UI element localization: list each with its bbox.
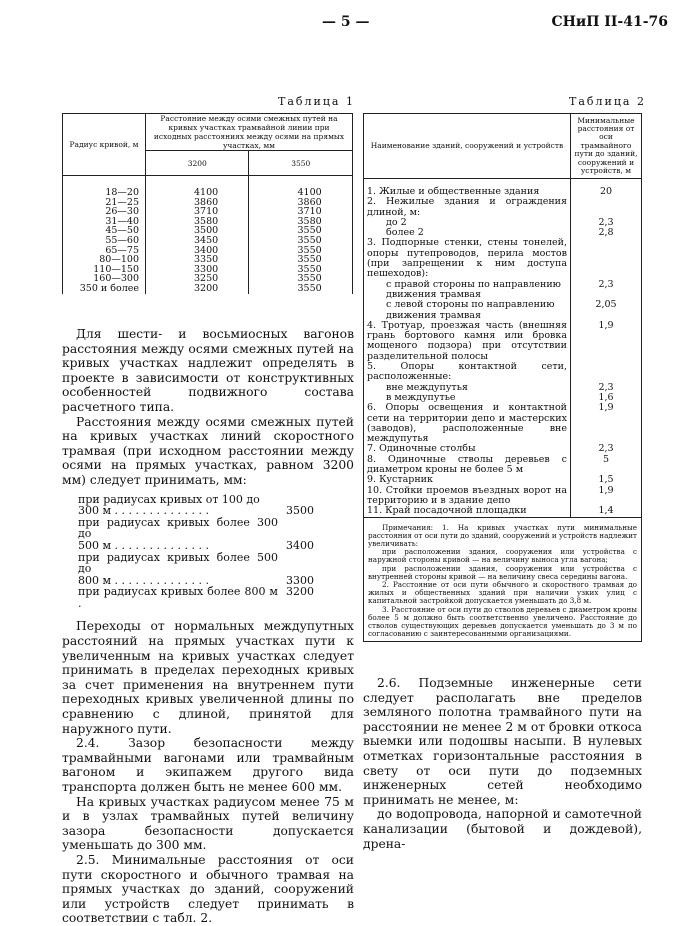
table2-value-cell (571, 362, 642, 383)
table2-name-header: Наименование зданий, сооружений и устройств (364, 114, 571, 179)
table2-name-cell: с левой стороны по направлению движения трамвая (364, 300, 571, 321)
table2-value-cell: 1,9 (571, 403, 642, 444)
radius-list-label: при радиусах кривых более 800 м . (78, 585, 278, 610)
table1-radius-cell: 55—60 (63, 236, 146, 246)
paragraph-transitions: Переходы от нормальных междупутных расстояний на прямых участках пути к увеличенным на кривых участках следует принимать в пределах переходных кривых за счет применения на внутреннем пути переходных кривых увеличенной длины по сравнению с длиной, принятой для наружного пути. (62, 619, 354, 736)
table1-3550-cell: 3550 (249, 255, 353, 265)
table2-row (364, 321, 642, 362)
table1-3200-cell: 3200 (146, 284, 249, 294)
table2-name-cell: более 2 (364, 228, 571, 238)
table1-3200-cell: 4100 (146, 176, 249, 198)
radius-list-row (78, 505, 314, 517)
table1-3200-cell: 3450 (146, 236, 249, 246)
radius-list-label: при радиусах кривых от 100 до (78, 492, 260, 506)
table1-3200-cell: 3710 (146, 207, 249, 217)
table1-3550-cell: 3550 (249, 265, 353, 275)
table1-3550-cell: 4100 (249, 176, 353, 198)
table2-name-cell: 8. Одиночные стволы деревьев с диаметром кроны не более 5 м (364, 455, 571, 476)
table1-3200-cell: 3300 (146, 265, 249, 275)
table2-value-cell: 1,9 (571, 321, 642, 362)
table1-body (63, 176, 353, 294)
radius-list-value (278, 552, 314, 575)
table2-value-cell: 2,05 (571, 300, 642, 321)
table1-3550-cell: 3550 (249, 236, 353, 246)
table2-name-cell: 2. Нежилые здания и ограждения длиной, м: (364, 197, 571, 218)
table2-value-cell: 5 (571, 455, 642, 476)
table1-radius-header: Радиус кривой, м (63, 114, 146, 176)
table1-radius-cell: 21—25 (63, 198, 146, 208)
table2-name-cell: 1. Жилые и общественные здания (364, 179, 571, 198)
radius-list (78, 494, 354, 610)
table1-radius-cell: 26—30 (63, 207, 146, 217)
paragraph-water-supply: до водопровода, напорной и самотечной канализации (бытовой и дождевой), дрена- (363, 807, 642, 851)
table2-value-cell: 20 (571, 179, 642, 198)
paragraph-2-4: 2.4. Зазор безопасности между трамвайными вагонами или трамвайным вагоном и экипажем другого вида транспорта должен быть не менее 600 мм. (62, 736, 354, 794)
table1-radius-cell: 160—300 (63, 274, 146, 284)
table2-name-cell: вне междупутья (364, 383, 571, 393)
right-text-column (363, 676, 642, 851)
table2-value-cell (571, 197, 642, 218)
left-text-column (62, 327, 354, 926)
table2-row (364, 197, 642, 218)
table2-caption: Таблица 2 (569, 95, 646, 108)
table2-min-header: Минимальные расстояния от оси трамвайного пути до зданий, сооружений и устройств, м (571, 114, 642, 179)
table1-radius-cell: 80—100 (63, 255, 146, 265)
table1-3550-cell: 3860 (249, 198, 353, 208)
table2-row (364, 506, 642, 517)
table2-value-cell: 2,3 (571, 218, 642, 228)
radius-list-value: 3500 (286, 504, 314, 518)
table1-3200-cell: 3500 (146, 226, 249, 236)
table2-row (364, 455, 642, 476)
table1-3550-cell: 3550 (249, 246, 353, 256)
table2-value-cell: 1,4 (571, 506, 642, 517)
table1-3200-cell: 3250 (146, 274, 249, 284)
table2-row (364, 238, 642, 279)
table1-radius-cell: 18—20 (63, 176, 146, 198)
radius-list-row (78, 517, 314, 540)
table2-note: 3. Расстояние от оси пути до стволов деревьев с диаметром кроны более 5 м должно быть соответственно увеличено. Расстояние до стволов существующих деревьев допускается уменьшать до 3 м по согласованию с заинтересованными организациями. (368, 604, 637, 639)
table2-name-cell: 11. Край посадочной площадки (364, 506, 571, 517)
paragraph-2-6: 2.6. Подземные инженерные сети следует располагать вне пределов земляного полотна трамвайного пути на расстоянии не менее 2 м от бровки откоса выемки или подошвы насыпи. В нулевых отметках горизонтальные расстояния в свету от оси пути до подземных инженерных сетей необходимо принимать не менее, м: (363, 676, 642, 807)
table1-row (63, 284, 353, 294)
table2-row (364, 486, 642, 507)
table2-name-cell: 6. Опоры освещения и контактной сети на территории депо и мастерских (заводов), расположенные вне междупутья (364, 403, 571, 444)
table1-radius-cell: 65—75 (63, 246, 146, 256)
table1-sub-3200: 3200 (146, 151, 249, 176)
table2-note: Примечания: 1. На кривых участках пути минимальные расстояния от оси пути до зданий, сооружений и устройств надлежит увеличивать: (368, 522, 637, 548)
table1-radius-cell: 45—50 (63, 226, 146, 236)
table2-row (364, 280, 642, 301)
table2-name-cell: 9. Кустарник (364, 475, 571, 485)
radius-list-value (278, 517, 314, 540)
radius-list-value: 3200 (286, 585, 314, 599)
table2-name-cell: с правой стороны по направлению движения трамвая (364, 280, 571, 301)
table2-note: 2. Расстояние от оси пути обычного и скоростного трамвая до жилых и общественных зданий при наличии узких улиц с капитальной застройкой допускается уменьшать до 3,8 м. (368, 579, 637, 606)
table2-value-cell: 2,3 (571, 280, 642, 301)
min-distance-table (363, 113, 642, 642)
radius-list-value: 3400 (286, 538, 314, 552)
table2-row (364, 403, 642, 444)
paragraph-six-axle: Для шести- и восьмиосных вагонов расстояния между осями смежных путей на кривых участках надлежит определять в проекте в зависимости от конструктивных особенностей подвижного состава расчетного типа. (62, 327, 354, 414)
table1-3550-cell: 3710 (249, 207, 353, 217)
table1-caption: Таблица 1 (278, 95, 355, 108)
table1-radius-cell: 350 и более (63, 284, 146, 294)
table2-notes (364, 517, 642, 642)
paragraph-2-5: 2.5. Минимальные расстояния от оси пути скоростного и обычного трамвая на прямых участках до зданий, сооружений или устройств следует принимать в соответствии с табл. 2. (62, 852, 354, 926)
paragraph-express-tram: Расстояния между осями смежных путей на кривых участках линий скоростного трамвая (при исходном расстоянии между осями на прямых участках, равном 3200 мм) следует принимать, мм: (62, 414, 354, 487)
radius-list-label: при радиусах кривых более 300 до (78, 515, 278, 541)
table1-distance-header: Расстояние между осями смежных путей на кривых участках трамвайной линии при исходных расстояниях между осями на прямых участках, мм (146, 114, 353, 151)
table1-3200-cell: 3400 (146, 246, 249, 256)
radius-distance-table (62, 113, 353, 294)
radius-list-value: 3300 (286, 573, 314, 587)
table1-radius-cell: 31—40 (63, 217, 146, 227)
table1-radius-cell: 110—150 (63, 265, 146, 275)
table1-3550-cell: 3550 (249, 226, 353, 236)
table2-name-cell: в междупутье (364, 393, 571, 403)
table2-name-cell: 7. Одиночные столбы (364, 444, 571, 454)
radius-list-row (78, 540, 314, 552)
radius-list-label: 500 м . . . . . . . . . . . . . . (78, 538, 209, 552)
radius-list-label: при радиусах кривых более 500 до (78, 550, 278, 576)
table2-note: при расположении здания, сооружения или устройства с наружной стороны кривой — на величину выноса угла вагона; (368, 547, 637, 565)
radius-list-label: 800 м . . . . . . . . . . . . . . (78, 573, 209, 587)
radius-list-row (78, 586, 314, 609)
table2-name-cell: 5. Опоры контактной сети, расположенные: (364, 362, 571, 383)
table1-3200-cell: 3580 (146, 217, 249, 227)
table2-body (364, 179, 642, 518)
table2-row (364, 362, 642, 383)
table2-name-cell: до 2 (364, 218, 571, 228)
radius-list-row (78, 552, 314, 575)
table2-value-cell: 2,3 (571, 444, 642, 454)
table2-value-cell: 2,8 (571, 228, 642, 238)
table1-sub-3550: 3550 (249, 151, 353, 176)
table2-note: при расположении здания, сооружения или устройства с внутренней стороны кривой — на величину свеса середины вагона. (368, 563, 637, 581)
table2-name-cell: 4. Тротуар, проезжая часть (внешняя грань бортового камня или бровка мощеного подзора) при отсутствии разделительной полосы (364, 321, 571, 362)
table1-3200-cell: 3350 (146, 255, 249, 265)
table2-value-cell: 1,9 (571, 486, 642, 507)
table2-value-cell: 1,5 (571, 475, 642, 485)
table2-name-cell: 10. Стойки проемов въездных ворот на территорию и в здание депо (364, 486, 571, 507)
table1-3550-cell: 3550 (249, 284, 353, 294)
table2-value-cell: 1,6 (571, 393, 642, 403)
document-code: СНиП II-41-76 (551, 14, 668, 30)
paragraph-curves-75: На кривых участках радиусом менее 75 м и в узлах трамвайных путей величину зазора безопасности допускается уменьшать до 300 мм. (62, 794, 354, 853)
table2-name-cell: 3. Подпорные стенки, стены тонелей, опоры путепроводов, перила мостов (при запрещении к ним доступа пешеходов): (364, 238, 571, 279)
table1-3550-cell: 3550 (249, 274, 353, 284)
table1-3550-cell: 3580 (249, 217, 353, 227)
table1-3200-cell: 3860 (146, 198, 249, 208)
table2-row (364, 300, 642, 321)
table2-row (364, 179, 642, 198)
page-number: — 5 — (322, 14, 370, 30)
table1-row (63, 176, 353, 198)
radius-list-label: 300 м . . . . . . . . . . . . . . (78, 504, 209, 518)
table2-value-cell (571, 238, 642, 279)
table2-value-cell: 2,3 (571, 383, 642, 393)
